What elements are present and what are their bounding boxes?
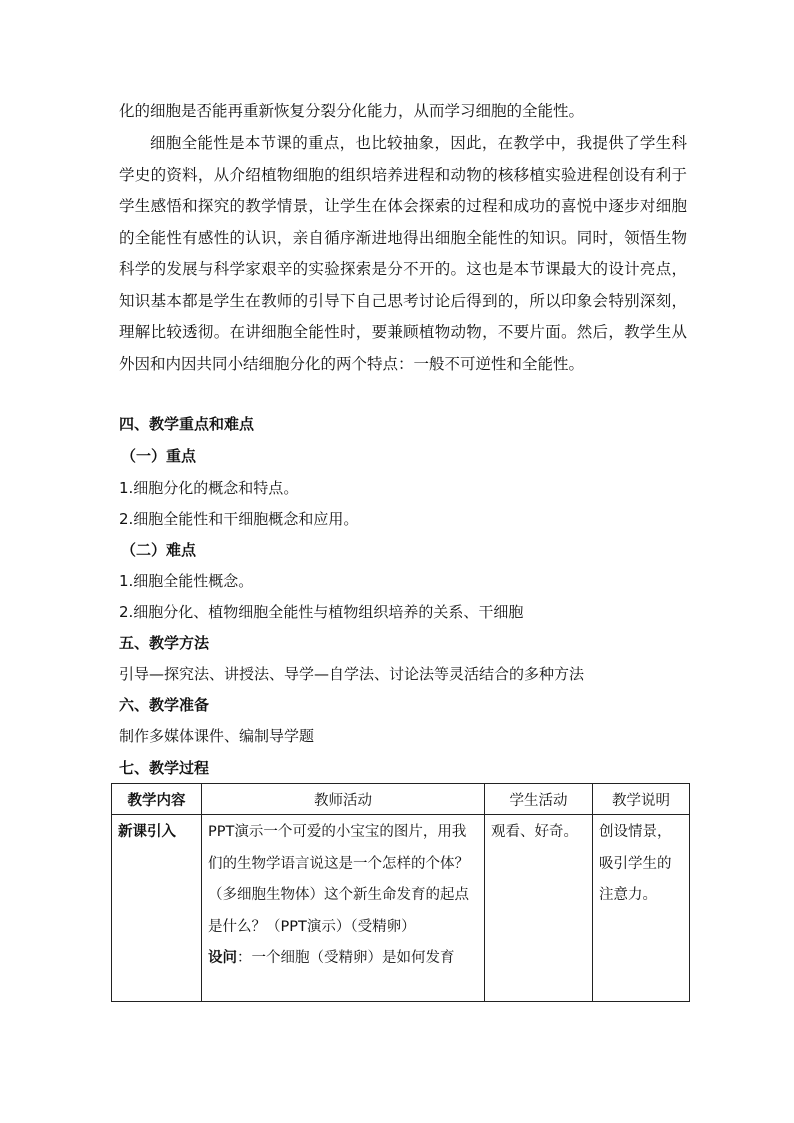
table-row: [112, 815, 690, 1002]
teacher-ask-label: 设问: [208, 950, 237, 966]
key-points-heading: （一）重点: [121, 447, 197, 465]
section-six-heading: 六、教学准备: [119, 696, 210, 714]
difficult-point-2: 2.细胞分化、植物细胞全能性与植物组织培养的关系、干细胞: [119, 603, 524, 621]
intro-line: 化的细胞是否能再重新恢复分裂分化能力，从而学习细胞的全能性。: [119, 102, 585, 120]
difficult-point-1: 1.细胞全能性概念。: [119, 572, 254, 590]
difficult-points-heading: （二）难点: [121, 541, 197, 559]
key-point-2: 2.细胞全能性和干细胞概念和应用。: [119, 510, 359, 528]
teacher-activity-wrap: [208, 815, 478, 975]
cell-student-activity: [485, 815, 593, 1002]
cell-teacher-activity: [202, 815, 485, 1002]
cell-content: [112, 815, 202, 1002]
teacher-activity-text: PPT演示一个可爱的小宝宝的图片，用我们的生物学语言说这是一个怎样的个体？（多细胞生物体）这个新生命发育的起点是什么？（PPT演示）（受精卵）: [208, 824, 469, 935]
header-content: 教学内容: [112, 784, 202, 815]
header-teacher-activity: 教师活动: [202, 784, 485, 815]
section-four-heading: 四、教学重点和难点: [119, 415, 255, 433]
table-header-row: [112, 784, 690, 815]
body-paragraph: 细胞全能性是本节课的重点，也比较抽象，因此，在教学中，我提供了学生科学史的资料，从介绍植物细胞的组织培养进程和动物的核移植实验进程创设有利于学生感悟和探究的教学情景，让学生在体会探索的过程和成功的喜悦中逐步对细胞的全能性有感性的认识，亲自循序渐进地得出细胞全能性的知识。同时，领悟生物科学的发展与科学家艰辛的实验探索是分不开的。这也是本节课最大的设计亮点，知识基本都是学生在教师的引导下自己思考讨论后得到的，所以印象会特别深刻，理解比较透彻。在讲细胞全能性时，要兼顾植物动物，不要片面。然后，教学生从外因和内因共同小结细胞分化的两个特点：一般不可逆性和全能性。: [119, 134, 687, 373]
student-activity-text: 观看、好奇。: [491, 824, 578, 840]
teaching-process-table: [111, 783, 690, 1002]
teaching-note-text: 创设情景，吸引学生的注意力。: [599, 824, 672, 903]
section-five-heading: 五、教学方法: [119, 634, 210, 652]
header-student-activity: 学生活动: [485, 784, 593, 815]
section-seven-heading: 七、教学过程: [119, 759, 210, 777]
row-content-label: 新课引入: [118, 824, 176, 840]
key-point-1: 1.细胞分化的概念和特点。: [119, 479, 299, 497]
cell-teaching-note: [593, 815, 690, 1002]
teaching-prep-text: 制作多媒体课件、编制导学题: [119, 727, 315, 745]
teacher-ask-text: ：一个细胞（受精卵）是如何发育: [237, 950, 455, 966]
teaching-methods-text: 引导—探究法、讲授法、导学—自学法、讨论法等灵活结合的多种方法: [119, 665, 585, 683]
header-teaching-note: 教学说明: [593, 784, 690, 815]
